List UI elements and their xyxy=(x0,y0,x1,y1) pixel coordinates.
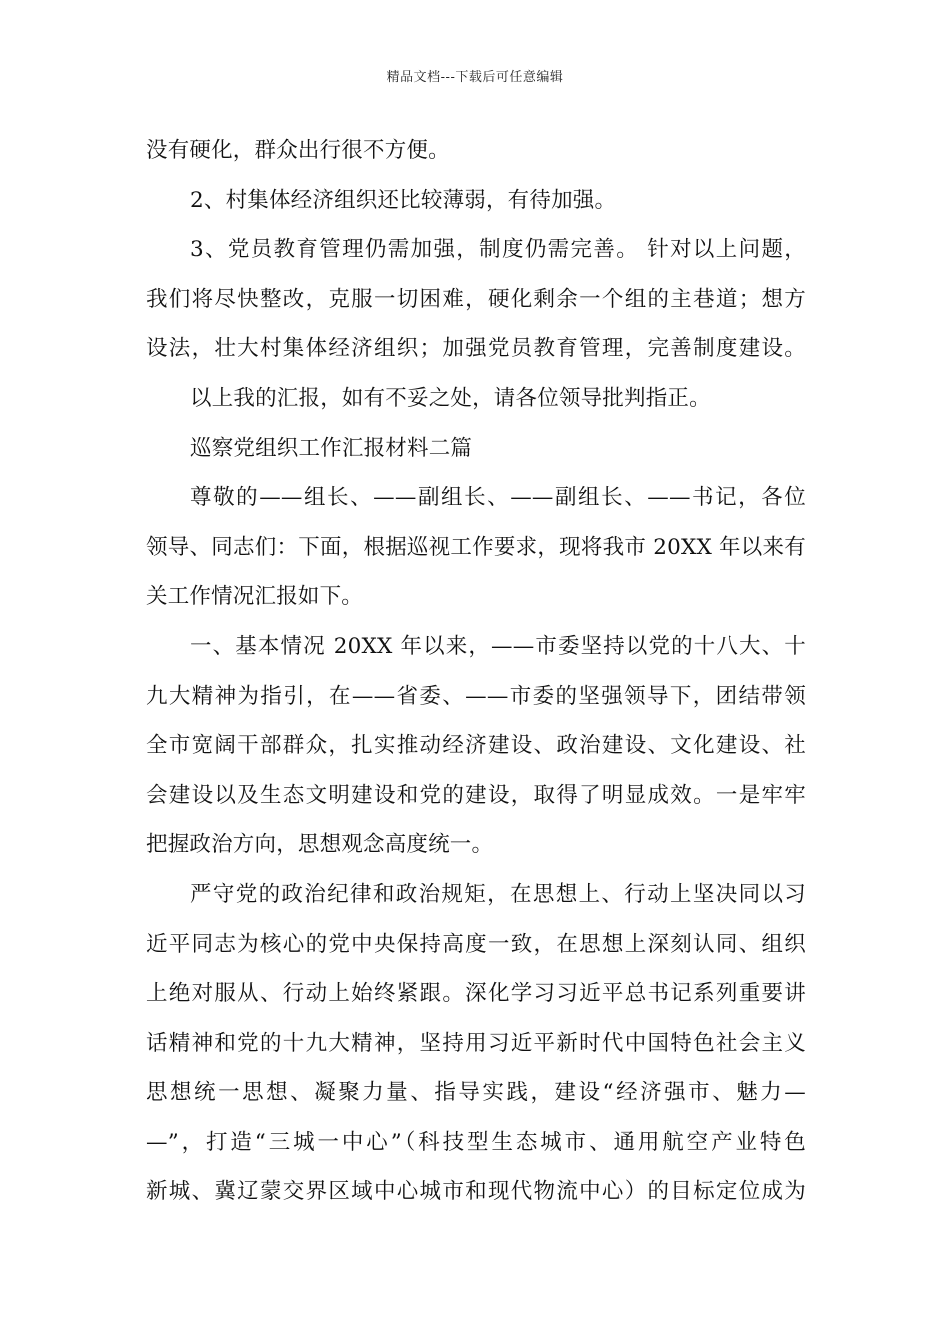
text-line: 近平同志为核心的党中央保持高度一致，在思想上深刻认同、组织 xyxy=(146,931,806,957)
text-line: 一、基本情况 20XX 年以来，——市委坚持以党的十八大、十 xyxy=(190,633,806,659)
text-line: 话精神和党的十九大精神，坚持用习近平新时代中国特色社会主义 xyxy=(146,1030,806,1056)
text-line: 我们将尽快整改，克服一切困难，硬化剩余一个组的主巷道；想方 xyxy=(146,286,806,312)
text-line: 没有硬化，群众出行很不方便。 xyxy=(146,138,450,163)
text-line: 巡察党组织工作汇报材料二篇 xyxy=(190,435,473,461)
text-line: 上绝对服从、行动上始终紧跟。深化学习习近平总书记系列重要讲 xyxy=(146,981,806,1007)
text-line: 严守党的政治纪律和政治规矩，在思想上、行动上坚决同以习 xyxy=(190,881,806,907)
page-header: 精品文档---下载后可任意编辑 xyxy=(386,70,564,85)
text-line: 领导、同志们：下面，根据巡视工作要求，现将我市 20XX 年以来有 xyxy=(146,534,806,560)
text-line: 把握政治方向，思想观念高度统一。 xyxy=(146,832,494,858)
text-line: 2、村集体经济组织还比较薄弱，有待加强。 xyxy=(190,187,617,213)
text-line: 新城、冀辽蒙交界区域中心城市和现代物流中心）的目标定位成为 xyxy=(146,1179,806,1205)
text-line: 设法，壮大村集体经济组织；加强党员教育管理，完善制度建设。 xyxy=(146,336,806,362)
text-line: 九大精神为指引，在——省委、——市委的坚强领导下，团结带领 xyxy=(146,683,806,709)
text-line: 全市宽阔干部群众，扎实推动经济建设、政治建设、文化建设、社 xyxy=(146,733,806,759)
document-body xyxy=(146,126,806,1217)
text-line: 尊敬的——组长、——副组长、——副组长、——书记，各位 xyxy=(190,485,806,511)
text-line: 3、党员教育管理仍需加强，制度仍需完善。 针对以上问题， xyxy=(190,237,806,263)
text-line: 思想统一思想、凝聚力量、指导实践，建设“经济强市、魅力— xyxy=(146,1080,806,1106)
text-line: 会建设以及生态文明建设和党的建设，取得了明显成效。一是牢牢 xyxy=(146,782,806,808)
text-line: —”，打造“三城一中心”（科技型生态城市、通用航空产业特色 xyxy=(146,1129,806,1155)
text-line: 关工作情况汇报如下。 xyxy=(146,584,364,610)
text-line: 以上我的汇报，如有不妥之处，请各位领导批判指正。 xyxy=(190,385,711,411)
